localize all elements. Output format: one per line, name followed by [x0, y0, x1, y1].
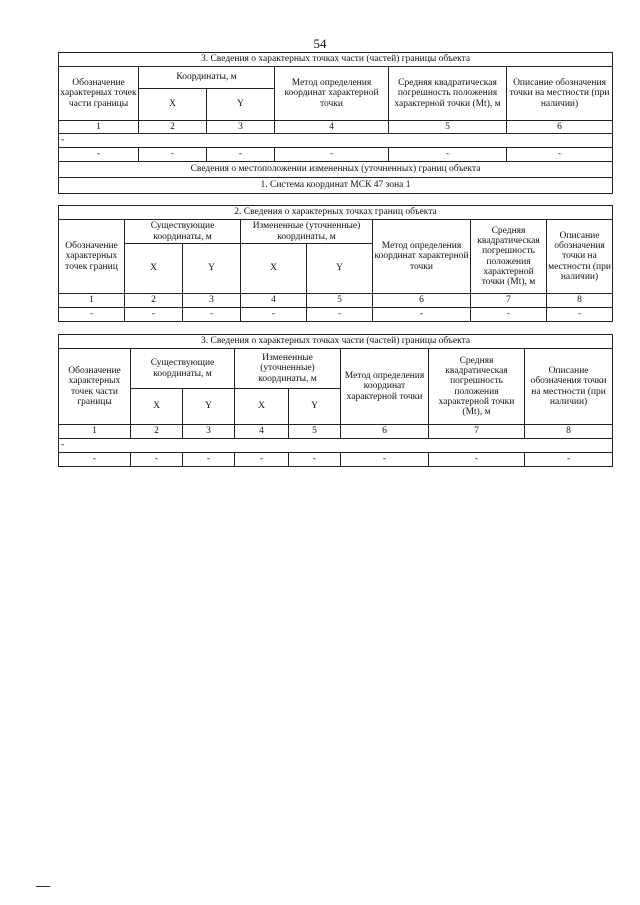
y-header: Y [207, 89, 275, 121]
section3-block [58, 334, 612, 467]
col-number: 4 [241, 294, 307, 308]
x-header: X [241, 244, 307, 294]
section1-title: 3. Сведения о характерных точках части (частей) границы объекта [59, 53, 613, 67]
table-cell: - [235, 453, 289, 467]
col-number: 5 [289, 425, 341, 439]
col-number: 3 [183, 425, 235, 439]
desc-header: Описание обозначения точки на местности (при наличии) [547, 220, 613, 294]
col-number: 6 [341, 425, 429, 439]
col-number: 7 [471, 294, 547, 308]
col-number: 7 [429, 425, 525, 439]
col-number: 5 [389, 121, 507, 134]
section3-table [58, 334, 613, 467]
table-cell: - [207, 148, 275, 162]
x-header: X [139, 89, 207, 121]
col-number: 4 [235, 425, 289, 439]
col-number: 2 [131, 425, 183, 439]
error-header: Средняя квадратическая погрешность положения характерной точки (Mt), м [389, 67, 507, 121]
existing-coords-header: Существующие координаты, м [131, 349, 235, 389]
changed-coords-header: Измененные (уточненные) координаты, м [235, 349, 341, 389]
table-cell: - [183, 453, 235, 467]
table-cell: - [275, 148, 389, 162]
table-cell: - [125, 308, 183, 322]
y-header: Y [183, 389, 235, 425]
y-header: Y [183, 244, 241, 294]
table-cell: - [429, 453, 525, 467]
col-number: 6 [507, 121, 613, 134]
col-number: 8 [547, 294, 613, 308]
col-number: 1 [59, 121, 139, 134]
desc-header: Описание обозначения точки на местности (при наличии) [507, 67, 613, 121]
table-cell: - [507, 148, 613, 162]
col-number: 1 [59, 425, 131, 439]
table-cell: - [59, 148, 139, 162]
table-cell: - [547, 308, 613, 322]
col-number: 2 [125, 294, 183, 308]
x-header: X [131, 389, 183, 425]
point-header: Обозначение характерных точек части границы [59, 67, 139, 121]
table-cell: - [59, 453, 131, 467]
method-header: Метод определения координат характерной точки [373, 220, 471, 294]
desc-header: Описание обозначения точки на местности (при наличии) [525, 349, 613, 425]
table-cell: - [471, 308, 547, 322]
x-header: X [235, 389, 289, 425]
page-number: 54 [313, 36, 327, 51]
table-cell: - [241, 308, 307, 322]
footnote-line [36, 886, 50, 887]
existing-coords-header: Существующие координаты, м [125, 220, 241, 244]
table-cell: - [525, 453, 613, 467]
col-number: 4 [275, 121, 389, 134]
table-cell: - [139, 148, 207, 162]
table-cell: - [59, 308, 125, 322]
y-header: Y [307, 244, 373, 294]
table-cell: - [289, 453, 341, 467]
table-cell: - [373, 308, 471, 322]
y-header: Y [289, 389, 341, 425]
section1-table [58, 52, 613, 194]
section1-block [58, 52, 612, 194]
location-title: Сведения о местоположении измененных (уточненных) границ объекта [59, 162, 613, 178]
table-cell: - [183, 308, 241, 322]
col-number: 1 [59, 294, 125, 308]
col-number: 8 [525, 425, 613, 439]
separator-row: - [59, 439, 613, 453]
point-header: Обозначение характерных точек части границы [59, 349, 131, 425]
error-header: Средняя квадратическая погрешность положения характерной точки (Mt), м [471, 220, 547, 294]
point-header: Обозначение характерных точек границ [59, 220, 125, 294]
col-number: 3 [207, 121, 275, 134]
section2-table [58, 205, 613, 322]
col-number: 5 [307, 294, 373, 308]
method-header: Метод определения координат характерной точки [275, 67, 389, 121]
coords-header: Координаты, м [139, 67, 275, 89]
col-number: 6 [373, 294, 471, 308]
method-header: Метод определения координат характерной точки [341, 349, 429, 425]
section2-block [58, 205, 612, 322]
changed-coords-header: Измененные (уточненные) координаты, м [241, 220, 373, 244]
x-header: X [125, 244, 183, 294]
coord-system: 1. Система координат МСК 47 зона 1 [59, 178, 613, 194]
col-number: 2 [139, 121, 207, 134]
section3-title: 3. Сведения о характерных точках части (частей) границы объекта [59, 335, 613, 349]
table-cell: - [341, 453, 429, 467]
separator-row: - [59, 134, 613, 148]
table-cell: - [389, 148, 507, 162]
error-header: Средняя квадратическая погрешность положения характерной точки (Mt), м [429, 349, 525, 425]
table-cell: - [131, 453, 183, 467]
col-number: 3 [183, 294, 241, 308]
section2-title: 2. Сведения о характерных точках границ объекта [59, 206, 613, 220]
table-cell: - [307, 308, 373, 322]
